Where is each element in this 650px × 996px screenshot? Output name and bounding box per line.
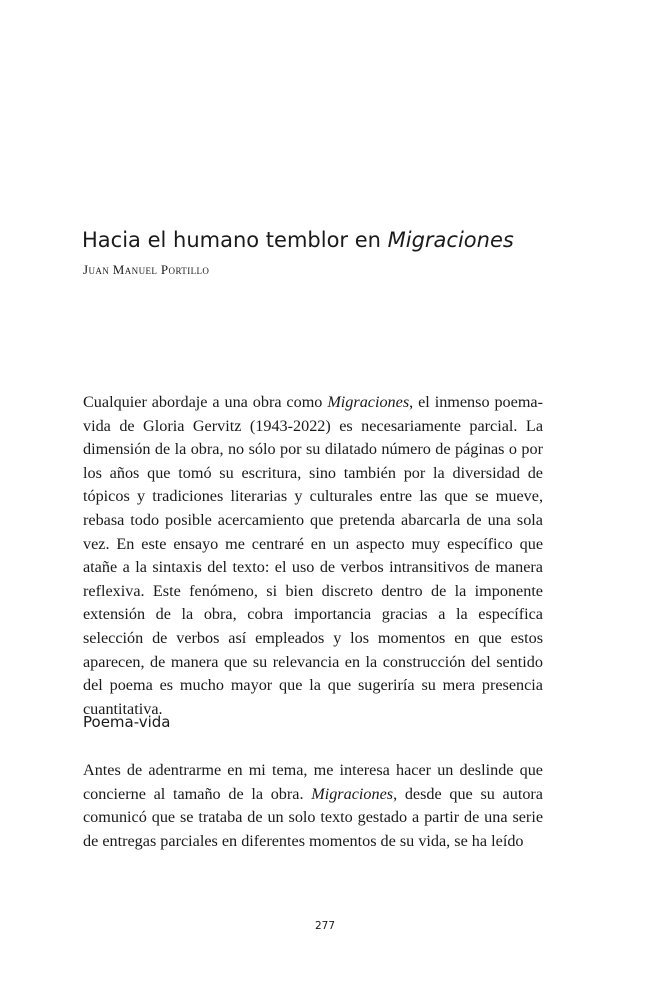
body-paragraph-2 xyxy=(83,759,543,853)
paragraph-2-text-b: , desde que su autora comunicó que se trataba de un solo texto gestado a partir de una serie de entregas parciales en diferentes momentos de su vida, se ha leído xyxy=(83,784,543,850)
article-title-text: Hacia el humano temblor en xyxy=(82,228,388,252)
paragraph-2-italic: Migraciones xyxy=(311,784,394,803)
page-number: 277 xyxy=(314,920,336,932)
author-name: Juan Manuel Portillo xyxy=(83,262,210,277)
article-title xyxy=(82,224,562,256)
article-title-italic: Migraciones xyxy=(387,228,514,252)
paragraph-1-italic: Migraciones xyxy=(327,393,410,411)
section-heading: Poema-vida xyxy=(83,713,171,731)
body-paragraph-1 xyxy=(83,391,543,721)
paragraph-1-text-b: , el inmenso poema-vida de Gloria Gervitz (1943-2022) es necesariamente parcial. La dimensión de la obra, no sólo por su dilatado número de páginas o por los años que tomó su escritura, sino también por la diversidad de tópicos y tradiciones literarias y culturales entre las que se mueve, rebasa todo posible acercamiento que pretenda abarcarla de una sola vez. En este ensayo me centraré en un aspecto muy específico que atañe a la sintaxis del texto: el uso de verbos intransitivos de manera reflexiva. Este fenómeno, si bien discreto dentro de la imponente extensión de la obra, cobra importancia gracias a la específica selección de verbos así empleados y los momentos en que estos aparecen, de manera que su relevancia en la construcción del sentido del poema es mucho mayor que la que sugeriría su mera presencia cuantitativa. xyxy=(83,393,543,718)
paragraph-2-text-a: Antes de adentrarme en mi tema, me interesa hacer un deslinde que concierne al tamaño de la obra. xyxy=(83,761,543,803)
paragraph-1-text-a: Cualquier abordaje a una obra como xyxy=(83,393,328,411)
